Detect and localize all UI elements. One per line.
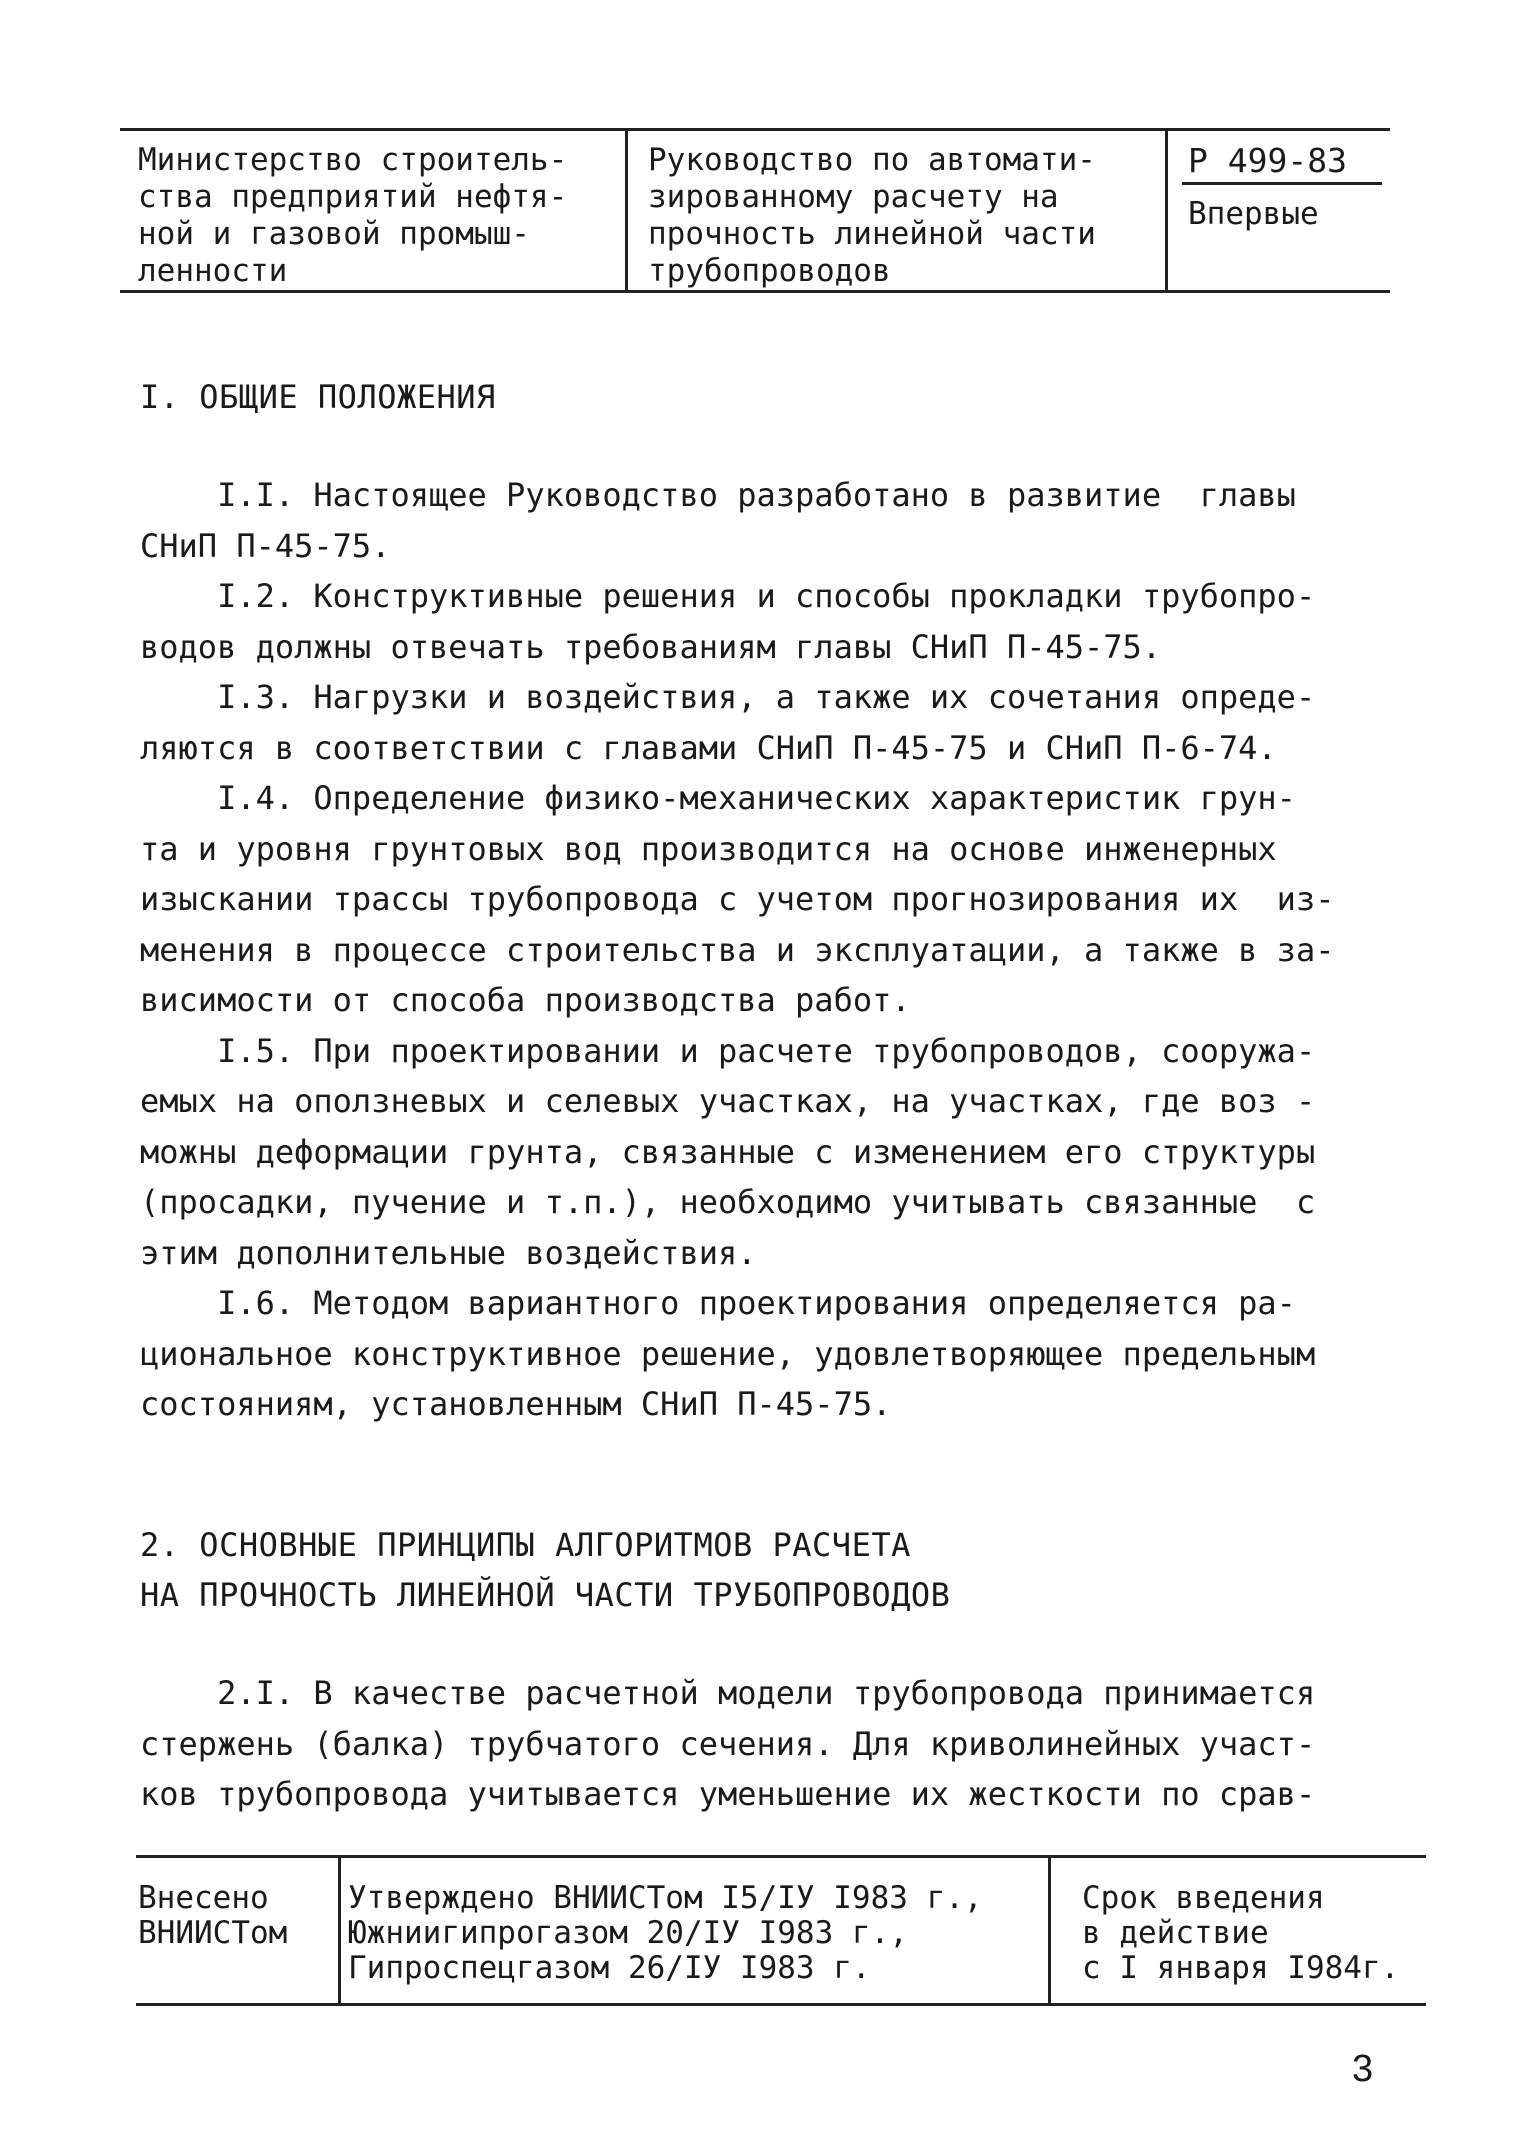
header-top-rule <box>120 128 1390 131</box>
footer-approved-by: Утверждено ВНИИСТом I5/IУ I983 г., Южниигипрогазом 20/IУ I983 г., Гипроспецгазом 26/IУ I983 г. <box>348 1880 983 1986</box>
header-code-underline <box>1182 182 1382 185</box>
page-number: 3 <box>1352 2048 1374 2090</box>
header-document-code: Р 499-83 <box>1188 141 1347 180</box>
footer-submitted-by: Внесено ВНИИСТом <box>138 1880 288 1951</box>
section-2-text: 2.I. В качестве расчетной модели трубопровода принимается стержень (балка) трубчатого сечения. Для криволинейных участ- ков трубопровода учитывается уменьшение их жесткости по срав- <box>140 1674 1316 1813</box>
header-divider-2 <box>1165 130 1168 292</box>
header-table <box>120 118 1390 298</box>
footer-top-rule <box>136 1855 1426 1858</box>
header-status: Впервые <box>1188 196 1319 232</box>
footer-divider-2 <box>1048 1857 1051 2003</box>
footer-divider-1 <box>338 1857 341 2003</box>
footer-effective-date: Срок введения в действие с I января I984г. <box>1082 1880 1400 1986</box>
header-organization: Министерство строитель- ства предприятий нефтя- ной и газовой промыш- ленности <box>138 142 568 289</box>
header-bottom-rule <box>120 290 1390 293</box>
section-2-heading: 2. ОСНОВНЫЕ ПРИНЦИПЫ АЛГОРИТМОВ РАСЧЕТА НА ПРОЧНОСТЬ ЛИНЕЙНОЙ ЧАСТИ ТРУБОПРОВОДОВ <box>140 1526 951 1614</box>
section-1-text: I.I. Настоящее Руководство разработано в развитие главы СНиП П-45-75. I.2. Конструктивные решения и способы прокладки трубопро- водов должны отвечать требованиям главы СНиП П-45-75. I.3. Нагрузки и воздействия, а также их сочетания опреде- ляются в соответствии с главами СНиП П-45-75 и СНиП П-6-74. I.4. Определение физико-механических характеристик грун- та и уровня грунтовых вод производится на основе инженерных изыскании трассы трубопровода с учетом прогнозирования их из- менения в процессе строительства и эксплуатации, а также в за- висимости от способа производства работ. I.5. При проектировании и расчете трубопроводов, сооружа- емых на оползневых и селевых участках, на участках, где воз - можны деформации грунта, связанные с изменением его структуры (просадки, пучение и т.п.), необходимо учитывать связанные с этим дополнительные воздействия. I.6. Методом вариантного проектирования определяется ра- циональное конструктивное решение, удовлетворяющее предельным состояниям, установленным СНиП П-45-75. <box>140 476 1335 1423</box>
footer-table <box>136 1855 1426 2015</box>
header-document-title: Руководство по автомати- зированному расчету на прочность линейной части трубопроводов <box>648 142 1096 289</box>
footer-bottom-rule <box>136 2003 1426 2006</box>
section-1-heading: I. ОБЩИЕ ПОЛОЖЕНИЯ <box>140 378 496 416</box>
header-divider-1 <box>625 130 628 292</box>
